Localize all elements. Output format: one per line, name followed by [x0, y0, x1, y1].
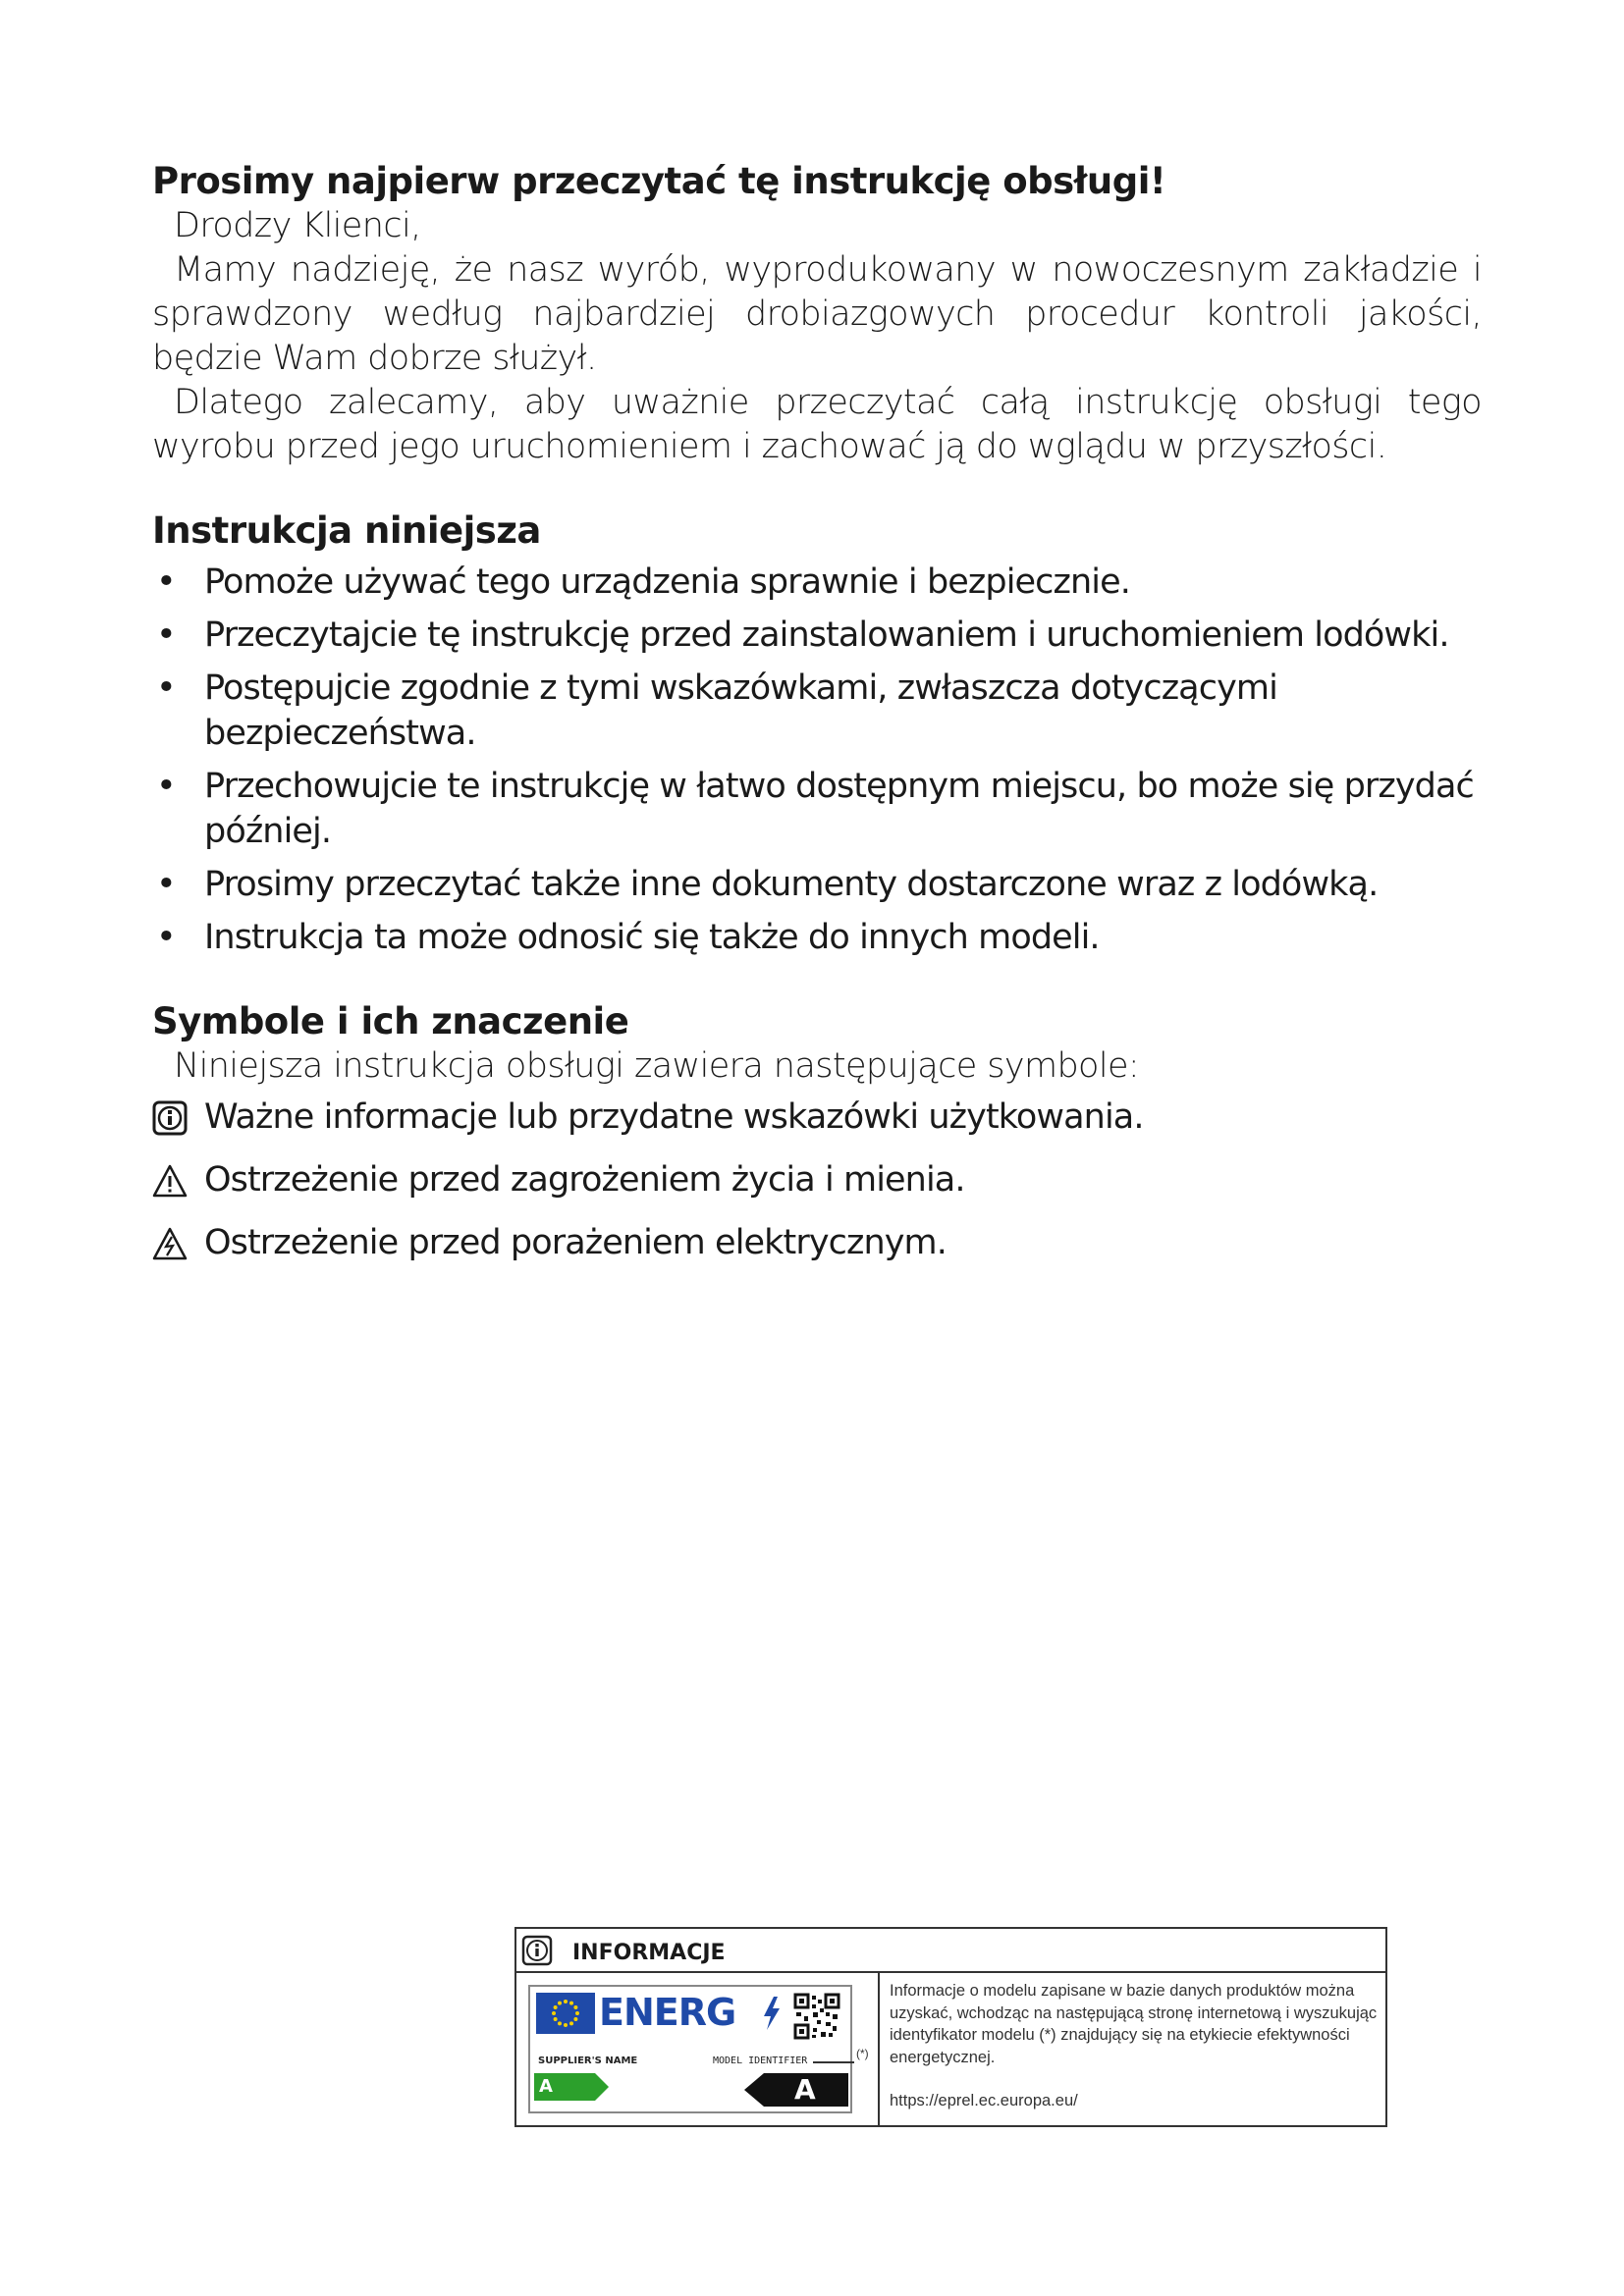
energy-label: [528, 1985, 852, 2113]
energy-brand: ENERG: [599, 1991, 736, 2034]
energy-class-right-label: A: [794, 2073, 816, 2106]
list-item: • Pomoże używać tego urządzenia sprawnie i bezpiecznie.: [152, 560, 1482, 605]
intro-paragraph-1: Mamy nadzieję, że nasz wyrób, wyprodukowany w nowoczesnym zakładzie i sprawdzony według najbardziej drobiazgowych procedur kontroli jakości, będzie Wam dobrze służył.: [152, 250, 1482, 378]
bullet-icon: •: [156, 562, 176, 602]
eprel-link[interactable]: https://eprel.ec.europa.eu/: [890, 2092, 1078, 2109]
document-page: [152, 159, 1482, 1265]
list-item: • Przechowujcie te instrukcję w łatwo dostępnym miejscu, bo może się przydać później.: [152, 764, 1482, 854]
list-item: • Przeczytajcie tę instrukcję przed zainstalowaniem i uruchomieniem lodówki.: [152, 613, 1482, 658]
symbols-section: [152, 999, 1482, 1265]
instructions-section: [152, 508, 1482, 960]
model-identifier-label: MODEL IDENTIFIER: [713, 2056, 808, 2066]
bullet-icon: •: [156, 767, 176, 806]
information-title: INFORMACJE: [572, 1941, 726, 1965]
instructions-heading: Instrukcja niniejsza: [152, 509, 541, 552]
supplier-name-label: SUPPLIER'S NAME: [538, 2056, 638, 2066]
symbols-intro: Niniejsza instrukcja obsługi zawiera następujące symbole:: [174, 1046, 1140, 1086]
greeting: Drodzy Klienci,: [174, 206, 421, 245]
list-item: • Prosimy przeczytać także inne dokumenty dostarczone wraz z lodówką.: [152, 862, 1482, 907]
list-item: • Postępujcie zgodnie z tymi wskazówkami, zwłaszcza dotyczącymi bezpieczeństwa.: [152, 666, 1482, 756]
warning-icon: [152, 1163, 188, 1199]
symbol-row-info: Ważne informacje lub przydatne wskazówki użytkowania.: [152, 1095, 1482, 1140]
model-pointer-line: [813, 2061, 854, 2063]
intro-paragraph-2: Dlatego zalecamy, aby uważnie przeczytać całą instrukcję obsługi tego wyrobu przed jego uruchomieniem i zachować ją do wglądu w przyszłości.: [152, 383, 1482, 466]
list-item: • Instrukcja ta może odnosić się także do innych modeli.: [152, 915, 1482, 960]
instructions-list: [152, 560, 1482, 960]
intro-heading: Prosimy najpierw przeczytać tę instrukcję obsługi!: [152, 160, 1166, 202]
symbol-row-electric: Ostrzeżenie przed porażeniem elektrycznym.: [152, 1220, 1482, 1265]
information-box-header: [516, 1929, 1385, 1973]
bullet-icon: •: [156, 615, 176, 655]
information-description: Informacje o modelu zapisane w bazie danych produktów można uzyskać, wchodząc na następującą stronę internetową i wyszukując identyfikator modelu (*) znajdujący się na etykiecie efektywności energetycznej.: [890, 1982, 1378, 2066]
symbols-heading: Symbole i ich znaczenie: [152, 1000, 629, 1042]
qr-code-icon: [793, 1993, 840, 2040]
information-box-divider: [878, 1973, 880, 2127]
bullet-icon: •: [156, 918, 176, 957]
eu-flag-icon: [536, 1993, 595, 2034]
lightning-icon: [762, 1997, 782, 2030]
bullet-icon: •: [156, 668, 176, 708]
energy-class-left-label: A: [539, 2076, 553, 2097]
bullet-icon: •: [156, 865, 176, 904]
symbol-row-warning: Ostrzeżenie przed zagrożeniem życia i mienia.: [152, 1157, 1482, 1202]
model-marker: (*): [856, 2047, 869, 2060]
info-icon: [152, 1100, 188, 1136]
information-box: [514, 1927, 1387, 2127]
electric-hazard-icon: [152, 1226, 188, 1261]
info-icon: [521, 1935, 553, 1966]
